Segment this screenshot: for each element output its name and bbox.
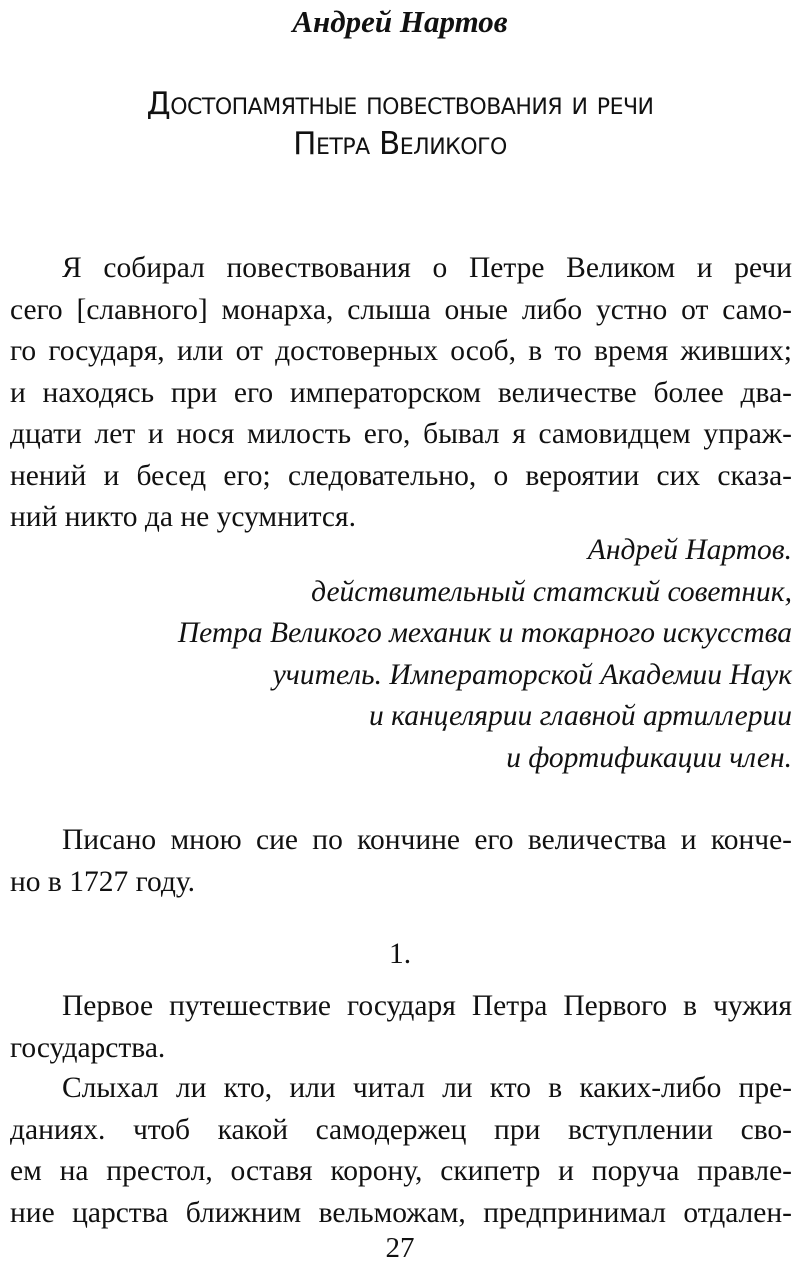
signature-line: Андрей Нартов.: [587, 534, 792, 566]
section-heading-line: государства.: [10, 1031, 166, 1064]
preface-line: сего [славного] монарха, слыша оные либо устно от само-: [10, 293, 792, 326]
preface-line: ний никто да не усумнится.: [10, 501, 356, 533]
body-line: ем на престол, оставя корону, скипетр и поруча правле-: [10, 1155, 792, 1187]
note-line: но в 1727 году.: [10, 865, 196, 898]
preface-line: дцати лет и нося милость его, бывал я самовидцем упраж-: [10, 418, 792, 450]
body-line: Слыхал ли кто, или читал ли кто в каких-либо пре-: [62, 1072, 792, 1104]
preface-paragraph: [10, 248, 792, 539]
page-number: 27: [385, 1232, 415, 1264]
chapter-title-line-2: Петра Великого: [293, 126, 507, 162]
chapter-title: [0, 84, 800, 164]
preface-line: нений и бесед его; следовательно, о вероятии сих сказа-: [10, 459, 792, 492]
body-line: даниях. чтоб какой самодержец при вступлении сво-: [10, 1113, 792, 1146]
body-line: ние царства ближним вельможам, предпринимал отдален-: [10, 1196, 792, 1229]
signature-block: [0, 530, 792, 779]
section-number: 1.: [388, 938, 412, 970]
signature-line: и канцелярии главной артиллерии: [369, 700, 792, 732]
preface-line: Я собирал повествования о Петре Великом и речи: [62, 252, 792, 284]
chapter-title-line-1: Достопамятные повествования и речи: [146, 86, 654, 122]
section-heading-line: Первое путешествие государя Петра Первого в чужия: [62, 990, 792, 1022]
section-heading-paragraph: [10, 986, 792, 1069]
dating-note-paragraph: [10, 820, 792, 903]
section-body-paragraph: [10, 1068, 792, 1234]
signature-line: учитель. Императорской Академии Наук: [272, 658, 792, 691]
signature-line: действительный статский советник,: [311, 575, 792, 608]
signature-line: и фортификации член.: [506, 741, 792, 774]
running-header-author: Андрей Нартов: [292, 4, 508, 39]
note-line: Писано мною сие по кончине его величества и конче-: [62, 824, 792, 856]
signature-line: Петра Великого механик и токарного искусства: [177, 617, 792, 649]
preface-line: го государя, или от достоверных особ, в то время живших;: [10, 335, 792, 367]
preface-line: и находясь при его императорском величестве более два-: [10, 376, 792, 409]
